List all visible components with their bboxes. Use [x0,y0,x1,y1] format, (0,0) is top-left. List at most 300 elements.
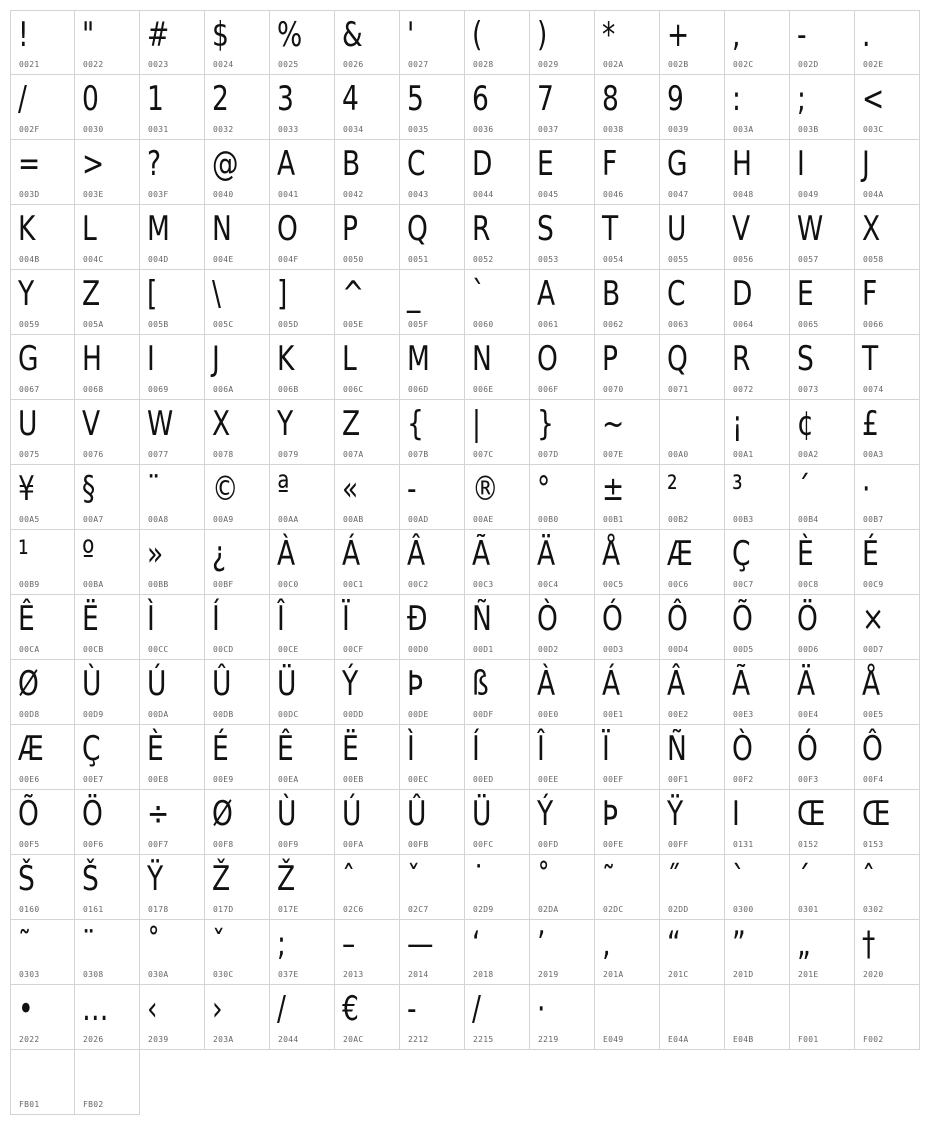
glyph-cell [595,465,660,530]
glyph-cell [595,75,660,140]
glyph-code: 0051 [408,255,429,264]
glyph-code: 00A2 [798,450,819,459]
glyph-char: Š [82,859,99,899]
glyph-code: 0047 [668,190,689,199]
glyph-code: E04A [668,1035,689,1044]
glyph-code: 0039 [668,125,689,134]
glyph-cell [140,985,205,1050]
glyph-cell [855,400,920,465]
glyph-cell [75,205,140,270]
glyph-cell [790,270,855,335]
glyph-cell [10,140,75,205]
glyph-cell [205,595,270,660]
glyph-code: 00D3 [603,645,624,654]
glyph-cell [530,660,595,725]
glyph-char: Ê [18,599,35,639]
glyph-cell [595,855,660,920]
glyph-char: Ï [342,599,350,639]
glyph-code: 0043 [408,190,429,199]
glyph-code: 0064 [733,320,754,329]
glyph-char: T [862,339,879,379]
glyph-char: F [862,274,878,314]
glyph-code: 003E [83,190,104,199]
glyph-code: 0033 [278,125,299,134]
glyph-code: 0073 [798,385,819,394]
glyph-char: Q [407,209,428,249]
glyph-cell [400,335,465,400]
glyph-char: V [82,404,101,444]
glyph-cell [660,855,725,920]
glyph-cell [465,75,530,140]
glyph-code: 0077 [148,450,169,459]
glyph-char: Ã [472,534,491,574]
glyph-cell [660,75,725,140]
glyph-char: : [732,79,741,119]
glyph-cell [595,725,660,790]
glyph-cell [140,465,205,530]
glyph-cell [790,335,855,400]
glyph-char: J [212,339,220,379]
glyph-cell [10,920,75,985]
glyph-code: 003A [733,125,754,134]
glyph-code: 2020 [863,970,884,979]
glyph-char: Þ [407,664,424,704]
glyph-cell [790,855,855,920]
glyph-cell [10,595,75,660]
glyph-code: 00AB [343,515,364,524]
glyph-cell [205,855,270,920]
glyph-cell [855,660,920,725]
glyph-cell [205,205,270,270]
glyph-code: 0041 [278,190,299,199]
glyph-cell [660,400,725,465]
glyph-code: 0068 [83,385,104,394]
glyph-char: Ý [342,664,359,704]
glyph-char: Ð [407,599,428,639]
glyph-code: 00AE [473,515,494,524]
glyph-char: Þ [602,794,619,834]
glyph-cell [75,790,140,855]
glyph-char: 9 [667,79,684,119]
glyph-char: ˜ [602,859,616,899]
glyph-char: ¥ [18,469,35,509]
glyph-code: 00E2 [668,710,689,719]
glyph-code: 00CA [19,645,40,654]
glyph-cell [595,790,660,855]
glyph-code: 0023 [148,60,169,69]
glyph-code: 0037 [538,125,559,134]
glyph-char: N [472,339,492,379]
glyph-char: W [147,404,174,444]
glyph-cell [75,1050,140,1115]
glyph-cell [75,530,140,595]
glyph-code: 201E [798,970,819,979]
glyph-cell [725,855,790,920]
glyph-char: ˚ [147,924,161,964]
glyph-code: 0021 [19,60,40,69]
glyph-char: Î [537,729,545,769]
glyph-char: { [407,404,424,444]
glyph-cell [75,400,140,465]
glyph-char: Å [602,534,621,574]
glyph-char: R [472,209,491,249]
glyph-char: I [797,144,805,184]
glyph-code: 02DC [603,905,624,914]
glyph-char: \ [212,274,221,314]
glyph-char: Y [18,274,35,314]
glyph-cell [270,335,335,400]
glyph-code: 00B2 [668,515,689,524]
glyph-code: 2019 [538,970,559,979]
glyph-cell [660,335,725,400]
glyph-code: 005F [408,320,429,329]
glyph-char: P [602,339,619,379]
glyph-char: ) [537,15,548,55]
glyph-cell [400,985,465,1050]
glyph-code: 0029 [538,60,559,69]
glyph-code: 0049 [798,190,819,199]
glyph-char: 4 [342,79,359,119]
glyph-char: Ù [277,794,297,834]
glyph-char: ; [277,924,286,964]
glyph-char: Q [667,339,688,379]
glyph-cell [205,920,270,985]
glyph-code: 02D9 [473,905,494,914]
glyph-cell [530,985,595,1050]
glyph-char: ˇ [407,859,421,899]
glyph-cell [595,205,660,270]
glyph-cell [400,400,465,465]
glyph-cell [10,270,75,335]
glyph-code: 20AC [343,1035,364,1044]
glyph-code: 0055 [668,255,689,264]
glyph-code: 0045 [538,190,559,199]
glyph-code: 00FF [668,840,689,849]
glyph-cell [465,595,530,660]
glyph-char: 6 [472,79,489,119]
glyph-cell [10,75,75,140]
glyph-cell [790,10,855,75]
glyph-cell [660,985,725,1050]
glyph-cell [140,75,205,140]
glyph-code: 00DC [278,710,299,719]
glyph-code: 00C1 [343,580,364,589]
glyph-cell [140,335,205,400]
glyph-code: 00C4 [538,580,559,589]
glyph-code: 00CB [83,645,104,654]
glyph-char: R [732,339,751,379]
glyph-char: U [18,404,38,444]
glyph-code: 00BB [148,580,169,589]
glyph-cell [790,790,855,855]
glyph-char: 3 [277,79,294,119]
glyph-char: Ž [212,859,231,899]
glyph-cell [270,725,335,790]
glyph-cell [595,400,660,465]
glyph-cell [140,205,205,270]
glyph-code: 203A [213,1035,234,1044]
glyph-code: 0178 [148,905,169,914]
glyph-char: / [472,989,481,1029]
glyph-char: À [277,534,296,574]
glyph-code: 007A [343,450,364,459]
glyph-char: U [667,209,687,249]
glyph-char: H [82,339,102,379]
glyph-cell [465,725,530,790]
glyph-char: Ù [82,664,102,704]
glyph-code: 00A0 [668,450,689,459]
glyph-char: % [277,15,303,55]
glyph-code: 2212 [408,1035,429,1044]
glyph-code: 00CE [278,645,299,654]
glyph-char: } [537,404,554,444]
glyph-cell [855,855,920,920]
glyph-cell [790,465,855,530]
glyph-cell [10,985,75,1050]
glyph-code: 00D9 [83,710,104,719]
glyph-cell [530,725,595,790]
glyph-char: + [667,15,690,55]
glyph-code: 003F [148,190,169,199]
glyph-cell [10,1050,75,1115]
glyph-char: ˇ [212,924,226,964]
glyph-char: Ë [342,729,359,769]
glyph-code: FB01 [19,1100,40,1109]
glyph-cell [205,400,270,465]
glyph-cell [140,400,205,465]
glyph-char: Ì [407,729,415,769]
glyph-char: ÷ [147,794,170,834]
glyph-cell [400,660,465,725]
glyph-cell [10,660,75,725]
glyph-code: 0026 [343,60,364,69]
glyph-char: Ä [537,534,556,574]
glyph-char: Ÿ [147,859,164,899]
glyph-char: Ö [82,794,103,834]
glyph-code: 00C7 [733,580,754,589]
glyph-cell [335,725,400,790]
glyph-char: ª [277,469,290,509]
glyph-char: ¿ [212,534,227,574]
glyph-cell [75,920,140,985]
glyph-code: 030A [148,970,169,979]
glyph-code: 002D [798,60,819,69]
glyph-char: Û [407,794,427,834]
glyph-char: Ž [277,859,296,899]
glyph-code: 00A3 [863,450,884,459]
glyph-cell [855,725,920,790]
glyph-cell [335,530,400,595]
glyph-code: 005C [213,320,234,329]
glyph-cell [595,985,660,1050]
glyph-cell [270,920,335,985]
glyph-cell [335,985,400,1050]
glyph-char: Z [342,404,361,444]
glyph-char: / [277,989,286,1029]
glyph-cell [75,10,140,75]
glyph-char: D [732,274,753,314]
glyph-char: L [342,339,357,379]
glyph-char: Í [212,599,220,639]
glyph-cell [400,465,465,530]
glyph-char: , [732,15,741,55]
glyph-char: V [732,209,751,249]
glyph-code: 0072 [733,385,754,394]
glyph-cell [10,205,75,270]
glyph-char: ß [472,664,489,704]
glyph-char: Ú [342,794,362,834]
glyph-char: ˆ [342,859,356,899]
glyph-code: 003D [19,190,40,199]
glyph-code: 0301 [798,905,819,914]
glyph-char: Æ [667,534,693,574]
glyph-cell [595,140,660,205]
glyph-cell [725,140,790,205]
glyph-code: 0075 [19,450,40,459]
glyph-cell [855,985,920,1050]
glyph-code: 2018 [473,970,494,979]
glyph-code: 2215 [473,1035,494,1044]
glyph-char: Ô [667,599,688,639]
glyph-cell [400,270,465,335]
glyph-cell [205,10,270,75]
glyph-code: 00C3 [473,580,494,589]
glyph-code: 0031 [148,125,169,134]
glyph-code: 0038 [603,125,624,134]
glyph-code: 00E0 [538,710,559,719]
glyph-code: 00C8 [798,580,819,589]
glyph-cell [10,10,75,75]
glyph-char: ` [732,859,746,899]
glyph-char: P [342,209,359,249]
glyph-cell [725,75,790,140]
glyph-code: 0059 [19,320,40,329]
glyph-code: 0052 [473,255,494,264]
glyph-code: 02C7 [408,905,429,914]
glyph-char: M [147,209,170,249]
glyph-cell [335,270,400,335]
glyph-char: … [82,989,109,1029]
glyph-char: C [667,274,686,314]
glyph-cell [10,725,75,790]
glyph-char: M [407,339,430,379]
glyph-code: 037E [278,970,299,979]
glyph-char: ¹ [18,534,29,574]
glyph-code: 00E8 [148,775,169,784]
glyph-code: 00DA [148,710,169,719]
glyph-code: 00CF [343,645,364,654]
glyph-char: Â [407,534,426,574]
glyph-cell [465,530,530,595]
glyph-char: C [407,144,426,184]
glyph-char: ( [472,15,483,55]
glyph-cell [75,985,140,1050]
glyph-code: 006D [408,385,429,394]
glyph-code: 0161 [83,905,104,914]
glyph-code: 0062 [603,320,624,329]
glyph-code: 00A9 [213,515,234,524]
glyph-cell [205,465,270,530]
glyph-cell [75,270,140,335]
glyph-cell [335,790,400,855]
glyph-code: 003C [863,125,884,134]
glyph-char: 8 [602,79,619,119]
glyph-cell [790,140,855,205]
glyph-cell [855,140,920,205]
glyph-cell [530,140,595,205]
glyph-cell [205,790,270,855]
glyph-code: 0060 [473,320,494,329]
glyph-char: ˝ [667,859,681,899]
glyph-cell [270,530,335,595]
glyph-code: 00EE [538,775,559,784]
glyph-char: Ç [82,729,101,769]
glyph-char: W [797,209,824,249]
glyph-code: 0044 [473,190,494,199]
glyph-cell [140,920,205,985]
glyph-cell [335,660,400,725]
glyph-code: 002C [733,60,754,69]
glyph-char: N [212,209,232,249]
glyph-code: 00CC [148,645,169,654]
glyph-code: 00D7 [863,645,884,654]
glyph-char: ’ [537,924,546,964]
glyph-char: ¡ [732,404,743,444]
glyph-char: Á [602,664,621,704]
glyph-char: Ê [277,729,294,769]
glyph-cell [400,530,465,595]
glyph-char: ^ [342,274,365,314]
glyph-char: · [862,469,871,509]
glyph-code: 0054 [603,255,624,264]
glyph-char: · [537,989,546,1029]
glyph-cell [400,205,465,270]
glyph-code: 2022 [19,1035,40,1044]
glyph-code: 0056 [733,255,754,264]
glyph-char: Æ [18,729,44,769]
glyph-char: D [472,144,493,184]
glyph-char: Ø [18,664,39,704]
glyph-char: È [797,534,814,574]
glyph-code: 004C [83,255,104,264]
glyph-code: F001 [798,1035,819,1044]
glyph-cell [790,660,855,725]
glyph-code: 00AD [408,515,429,524]
glyph-cell [140,595,205,660]
glyph-cell [660,10,725,75]
glyph-char: _ [407,274,421,314]
glyph-code: 0074 [863,385,884,394]
glyph-cell [790,725,855,790]
glyph-cell [465,855,530,920]
glyph-code: 00F2 [733,775,754,784]
glyph-char: Í [472,729,480,769]
glyph-cell [75,75,140,140]
glyph-code: 0070 [603,385,624,394]
glyph-code: 005E [343,320,364,329]
glyph-code: 00E9 [213,775,234,784]
glyph-char: ˜ [18,924,32,964]
glyph-char: Ó [797,729,818,769]
glyph-cell [530,205,595,270]
glyph-cell [790,205,855,270]
glyph-char: K [18,209,36,249]
glyph-code: 201C [668,970,689,979]
glyph-cell [855,595,920,660]
glyph-cell [75,855,140,920]
glyph-cell [335,10,400,75]
glyph-code: 007E [603,450,624,459]
